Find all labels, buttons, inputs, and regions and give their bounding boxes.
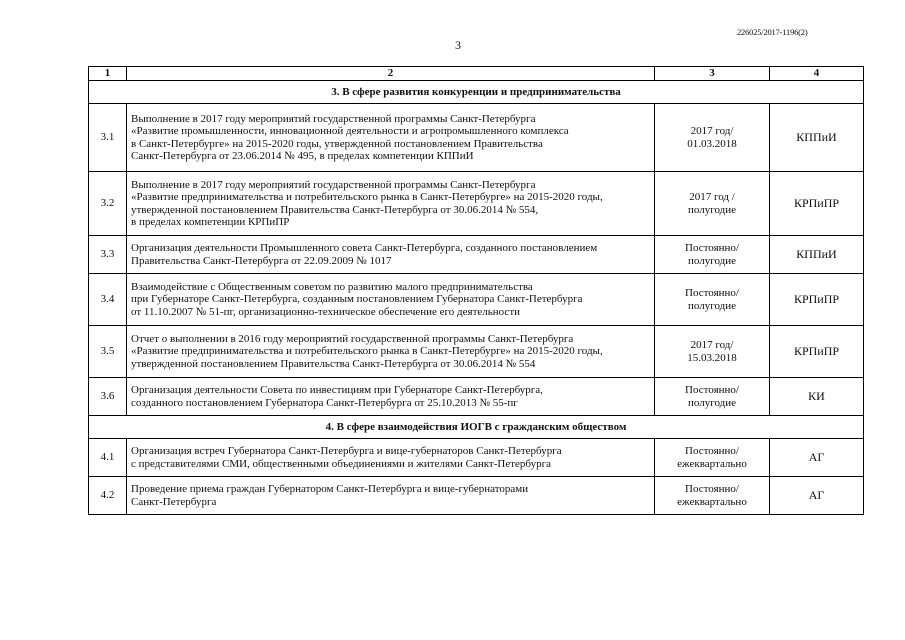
description-line: «Развитие промышленности, инновационной деятельности и агропромышленного комплекса bbox=[131, 125, 569, 137]
row-deadline bbox=[655, 236, 770, 274]
table-row bbox=[89, 378, 864, 416]
description-line: Проведение приема граждан Губернатором Санкт-Петербурга и вице-губернаторами bbox=[131, 483, 529, 495]
plan-table bbox=[88, 66, 864, 515]
row-description bbox=[127, 172, 655, 236]
description-line: утвержденной постановлением Правительства Санкт-Петербурга от 30.06.2014 № 554, bbox=[131, 203, 539, 216]
row-deadline bbox=[655, 274, 770, 326]
row-deadline bbox=[655, 378, 770, 416]
deadline-line: Постоянно/ bbox=[685, 483, 739, 495]
row-deadline bbox=[655, 477, 770, 515]
row-number: 3.3 bbox=[89, 236, 127, 274]
row-number: 3.6 bbox=[89, 378, 127, 416]
deadline-line: полугодие bbox=[687, 299, 737, 312]
deadline-line: 01.03.2018 bbox=[687, 137, 737, 150]
page-number: 3 bbox=[455, 38, 461, 52]
description-line: утвержденной постановлением Правительства Санкт-Петербурга от 30.06.2014 № 554 bbox=[131, 357, 536, 370]
description-line: в Санкт-Петербурге» на 2015-2020 годы, утвержденной постановлением Правительства bbox=[131, 137, 543, 150]
deadline-line: Постоянно/ bbox=[685, 287, 739, 299]
column-header-4: 4 bbox=[770, 67, 864, 81]
description-line: Правительства Санкт-Петербурга от 22.09.2009 № 1017 bbox=[131, 254, 392, 267]
document-code: 226025/2017-1196(2) bbox=[737, 27, 808, 37]
table-row bbox=[89, 172, 864, 236]
column-header-2: 2 bbox=[127, 67, 655, 81]
row-description bbox=[127, 236, 655, 274]
description-line: созданного постановлением Губернатора Санкт-Петербурга от 25.10.2013 № 55-пг bbox=[131, 396, 518, 409]
row-number: 4.2 bbox=[89, 477, 127, 515]
table-row bbox=[89, 326, 864, 378]
row-description bbox=[127, 477, 655, 515]
section-row bbox=[89, 81, 864, 104]
row-responsible: КРПиПР bbox=[770, 172, 864, 236]
description-line: при Губернаторе Санкт-Петербурга, созданным постановлением Губернатора Санкт-Петербурга bbox=[131, 293, 583, 306]
row-description bbox=[127, 378, 655, 416]
description-line: Взаимодействие с Общественным советом по развитию малого предпринимательства bbox=[131, 280, 533, 293]
deadline-line: Постоянно/ bbox=[685, 384, 739, 396]
deadline-line: полугодие bbox=[687, 203, 737, 216]
deadline-line: 2017 год / bbox=[689, 191, 735, 203]
description-line: «Развитие предпринимательства и потребительского рынка в Санкт-Петербурге» на 2015-2020 годы, bbox=[131, 345, 603, 358]
deadline-line: ежеквартально bbox=[677, 495, 747, 508]
row-responsible: КРПиПР bbox=[770, 326, 864, 378]
deadline-line: 2017 год/ bbox=[690, 125, 734, 137]
deadline-line: Постоянно/ bbox=[685, 445, 739, 457]
description-line: «Развитие предпринимательства и потребительского рынка в Санкт-Петербурге» на 2015-2020 годы, bbox=[131, 191, 603, 203]
description-line: Организация деятельности Совета по инвестициям при Губернаторе Санкт-Петербурга, bbox=[131, 384, 543, 396]
row-description bbox=[127, 326, 655, 378]
row-responsible: КППиИ bbox=[770, 104, 864, 172]
row-responsible: АГ bbox=[770, 439, 864, 477]
description-line: с представителями СМИ, общественными объединениями и жителями Санкт-Петербурга bbox=[131, 457, 551, 470]
deadline-line: полугодие bbox=[687, 254, 737, 267]
table-row bbox=[89, 104, 864, 172]
description-line: Санкт-Петербурга bbox=[131, 495, 217, 508]
row-number: 3.1 bbox=[89, 104, 127, 172]
row-description bbox=[127, 439, 655, 477]
row-responsible: КИ bbox=[770, 378, 864, 416]
row-deadline bbox=[655, 172, 770, 236]
description-line: Отчет о выполнении в 2016 году мероприятий государственной программы Санкт-Петербурга bbox=[131, 332, 574, 345]
row-number: 3.2 bbox=[89, 172, 127, 236]
description-line: Санкт-Петербурга от 23.06.2014 № 495, в пределах компетенции КППиИ bbox=[131, 150, 474, 162]
row-description bbox=[127, 104, 655, 172]
deadline-line: 2017 год/ bbox=[690, 339, 734, 351]
description-line: Организация деятельности Промышленного совета Санкт-Петербурга, созданного постановлением bbox=[131, 242, 598, 254]
row-deadline bbox=[655, 439, 770, 477]
row-responsible: КРПиПР bbox=[770, 274, 864, 326]
deadline-line: полугодие bbox=[687, 396, 737, 409]
row-number: 3.5 bbox=[89, 326, 127, 378]
table-header bbox=[89, 67, 864, 81]
section-title: 4. В сфере взаимодействия ИОГВ с гражданским обществом bbox=[89, 416, 864, 439]
row-responsible: КППиИ bbox=[770, 236, 864, 274]
table-row bbox=[89, 274, 864, 326]
row-deadline bbox=[655, 104, 770, 172]
table-row bbox=[89, 236, 864, 274]
description-line: Выполнение в 2017 году мероприятий государственной программы Санкт-Петербурга bbox=[131, 112, 536, 125]
table-body bbox=[89, 81, 864, 515]
column-header-1: 1 bbox=[89, 67, 127, 81]
description-line: Организация встреч Губернатора Санкт-Петербурга и вице-губернаторов Санкт-Петербурга bbox=[131, 445, 562, 457]
table-row bbox=[89, 477, 864, 515]
description-line: от 11.10.2007 № 51-пг, организационно-техническое обеспечение его деятельности bbox=[131, 305, 521, 318]
row-responsible: АГ bbox=[770, 477, 864, 515]
deadline-line: Постоянно/ bbox=[685, 242, 739, 254]
row-description bbox=[127, 274, 655, 326]
description-line: в пределах компетенции КРПиПР bbox=[131, 216, 290, 228]
deadline-line: 15.03.2018 bbox=[687, 351, 737, 364]
section-row bbox=[89, 416, 864, 439]
deadline-line: ежеквартально bbox=[677, 457, 747, 470]
table-row bbox=[89, 439, 864, 477]
row-deadline bbox=[655, 326, 770, 378]
table-header-row bbox=[89, 67, 864, 81]
row-number: 3.4 bbox=[89, 274, 127, 326]
row-number: 4.1 bbox=[89, 439, 127, 477]
section-title: 3. В сфере развития конкуренции и предпринимательства bbox=[89, 81, 864, 104]
column-header-3: 3 bbox=[655, 67, 770, 81]
description-line: Выполнение в 2017 году мероприятий государственной программы Санкт-Петербурга bbox=[131, 178, 536, 191]
